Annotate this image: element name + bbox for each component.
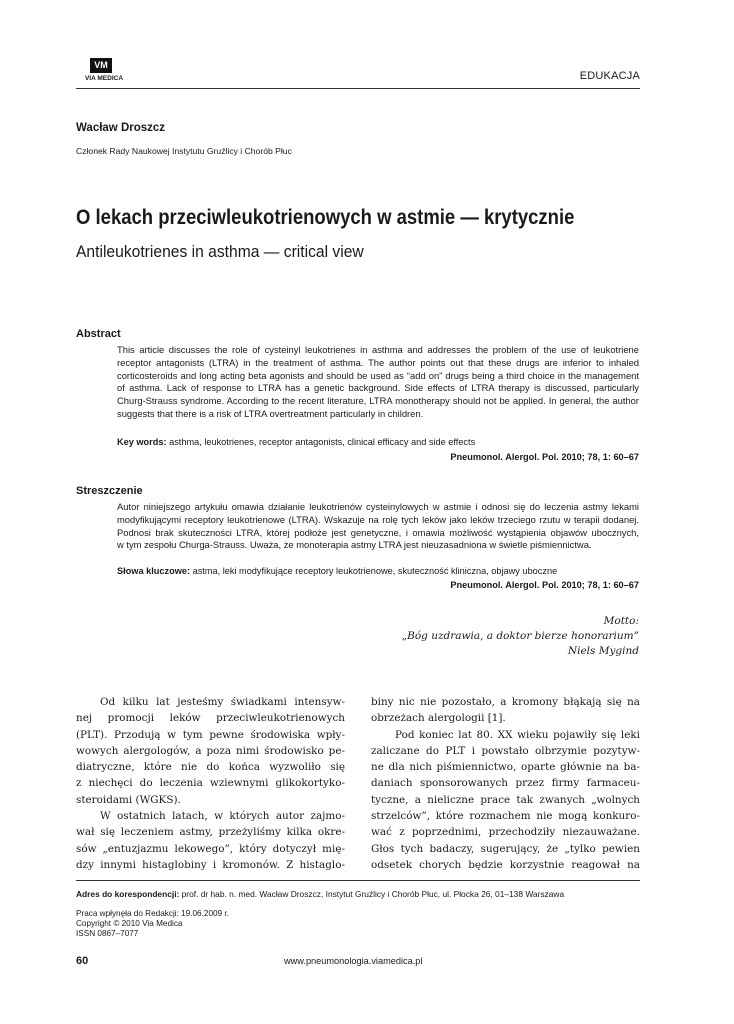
keywords-text: asthma, leukotrienes, receptor antagonists, clinical efficacy and side effects (169, 437, 476, 447)
abstract-line: of asthma. Lack of response to LTRA has a genetic background. Side effects of LTRA therapy is discussed, particularly (117, 382, 639, 394)
abstract-citation: Pneumonol. Alergol. Pol. 2010; 78, 1: 60–67 (450, 452, 639, 462)
streszczenie-line: modyfikującymi receptory leukotrienowe (LTRA). Wskazuje na rolę tych leków jako leków trzeciego rzutu w terapii dodanej. (117, 513, 639, 525)
body-line: nej promocji leków przeciwleukotrienowych (76, 712, 345, 725)
logo-mark: VM (90, 58, 112, 73)
publisher-logo (76, 58, 132, 88)
abstract-text (117, 344, 639, 421)
body-line: wowych alergologów, a poza nimi środowisko pe- (76, 744, 345, 757)
body-line: ne dla nich piśmiennictwo, oparte głównie na ba- (371, 761, 640, 774)
abstract-line: corticosteroids and long acting beta agonists and should be used as “add on” drugs being a third choice in the management (117, 369, 639, 381)
author-name: Wacław Droszcz (76, 122, 166, 134)
motto (402, 614, 639, 659)
body-line: obrzeżach alergologii [1]. (371, 712, 506, 725)
body-line: sów „entuzjazmu lekowego”, który dotyczył mię- (76, 842, 345, 855)
body-line: biny nic nie pozostało, a kromony błąkają się na (371, 696, 640, 708)
abstract-line: suggests that there is a risk of LTRA overtreatment particularly in children. (117, 407, 424, 419)
streszczenie-heading: Streszczenie (76, 485, 143, 497)
body-line: strzelców”, które rozmachem nie mogą konkuro- (371, 810, 640, 823)
body-line: Pod koniec lat 80. XX wieku pojawiły się leki (395, 728, 640, 741)
body-line: z niechęci do leczenia wziewnymi glikokortyko- (76, 777, 345, 790)
body-line: odsetek chorych będzie korzystnie reagował na (371, 858, 640, 871)
article-meta (76, 909, 229, 939)
body-line: Głos tych badaczy, sugerujący, że „tylko pewien (371, 842, 640, 855)
body-line: steroidami (WGKS). (76, 793, 181, 806)
body-line: daniach sponsorowanych przez firmy farmaceu- (371, 777, 640, 790)
correspondence-label: Adres do korespondencji: (76, 889, 180, 899)
body-line: Od kilku lat jesteśmy świadkami intensyw- (100, 696, 345, 708)
abstract-keywords (117, 437, 639, 447)
streszczenie-line: w tym zespołu Churga-Strauss. Uważa, że monoterapia astmy LTRA jest nieuzasadniona w świetle piśmiennictwa. (117, 539, 592, 551)
body-line: (PLT). Przodują w tym pewne środowiska wpły- (76, 728, 345, 741)
logo-text: VIA MEDICA (84, 75, 124, 82)
body-line: wał się leczeniem astmy, przeżyliśmy kilka okre- (76, 826, 345, 839)
streszczenie-text (117, 501, 639, 552)
article-title: O lekach przeciwleukotrienowych w astmie — krytycznie (76, 205, 575, 229)
issn: ISSN 0867–7077 (76, 929, 139, 938)
streszczenie-keywords (117, 566, 639, 576)
keywords-label: Key words: (117, 437, 167, 447)
motto-attribution: Niels Mygind (567, 645, 639, 657)
slowa-kluczowe-text: astma, leki modyfikujące receptory leukotrienowe, skuteczność kliniczna, objawy uboczne (192, 566, 558, 576)
page-number: 60 (76, 955, 89, 967)
author-affiliation: Członek Rady Naukowej Instytutu Gruźlicy i Chorób Płuc (76, 146, 292, 156)
abstract-line: receptor antagonists (LTRA) in the treatment of asthma. The author points out that these drugs are inferior to inhaled (117, 356, 639, 368)
body-line: diatryczne, które nie do końca wyzwoliło się (76, 761, 345, 774)
journal-url: www.pneumonologia.viamedica.pl (284, 956, 423, 966)
abstract-line: Churg-Strauss syndrome. According to the recent literature, LTRA monotherapy should not be applied. In general, the author (117, 395, 639, 407)
slowa-kluczowe-label: Słowa kluczowe: (117, 566, 191, 576)
abstract-heading: Abstract (76, 328, 121, 340)
body-right-column (371, 694, 640, 873)
streszczenie-line: Autor niniejszego artykułu omawia działanie leukotrienów cysteinylowych w astmie i odnosi się do leczenia astmy lekami (117, 501, 639, 512)
abstract-line: This article discusses the role of cysteinyl leukotrienes in asthma and addresses the problem of the use of leukotriene (117, 344, 639, 355)
header-divider (76, 88, 640, 89)
motto-label: Motto: (603, 615, 639, 627)
motto-quote: „Bóg uzdrawia, a doktor bierze honorarium” (401, 630, 639, 642)
body-line: zaliczane do PLT i powstało olbrzymie pozytyw- (371, 744, 640, 757)
streszczenie-citation: Pneumonol. Alergol. Pol. 2010; 78, 1: 60–67 (450, 580, 639, 590)
received-date: Praca wpłynęła do Redakcji: 19.06.2009 r. (76, 909, 229, 918)
body-line: tyczne, a nieliczne prace tak zwanych „wolnych (371, 793, 640, 806)
body-line: dzy innymi histaglobiny i kromonów. Z histaglo- (76, 858, 345, 871)
correspondence-text: prof. dr hab. n. med. Wacław Droszcz, Instytut Gruźlicy i Chorób Płuc, ul. Płocka 26, 01–138 Warszawa (181, 889, 565, 899)
streszczenie-line: Podnosi brak skuteczności LTRA, której podłoże jest genetyczne, i omawia możliwość wystąpienia objawów ubocznych, (117, 526, 639, 538)
section-label: EDUKACJA (579, 70, 640, 82)
body-line: wać z poprzednimi, przechodziły niezauważane. (371, 826, 640, 839)
body-left-column (76, 694, 345, 873)
copyright: Copyright © 2010 Via Medica (76, 919, 183, 928)
correspondence (76, 889, 564, 899)
body-line: W ostatnich latach, w których autor zajmo- (100, 810, 345, 823)
article-subtitle: Antileukotrienes in asthma — critical view (76, 242, 364, 261)
footer-divider (76, 880, 640, 881)
